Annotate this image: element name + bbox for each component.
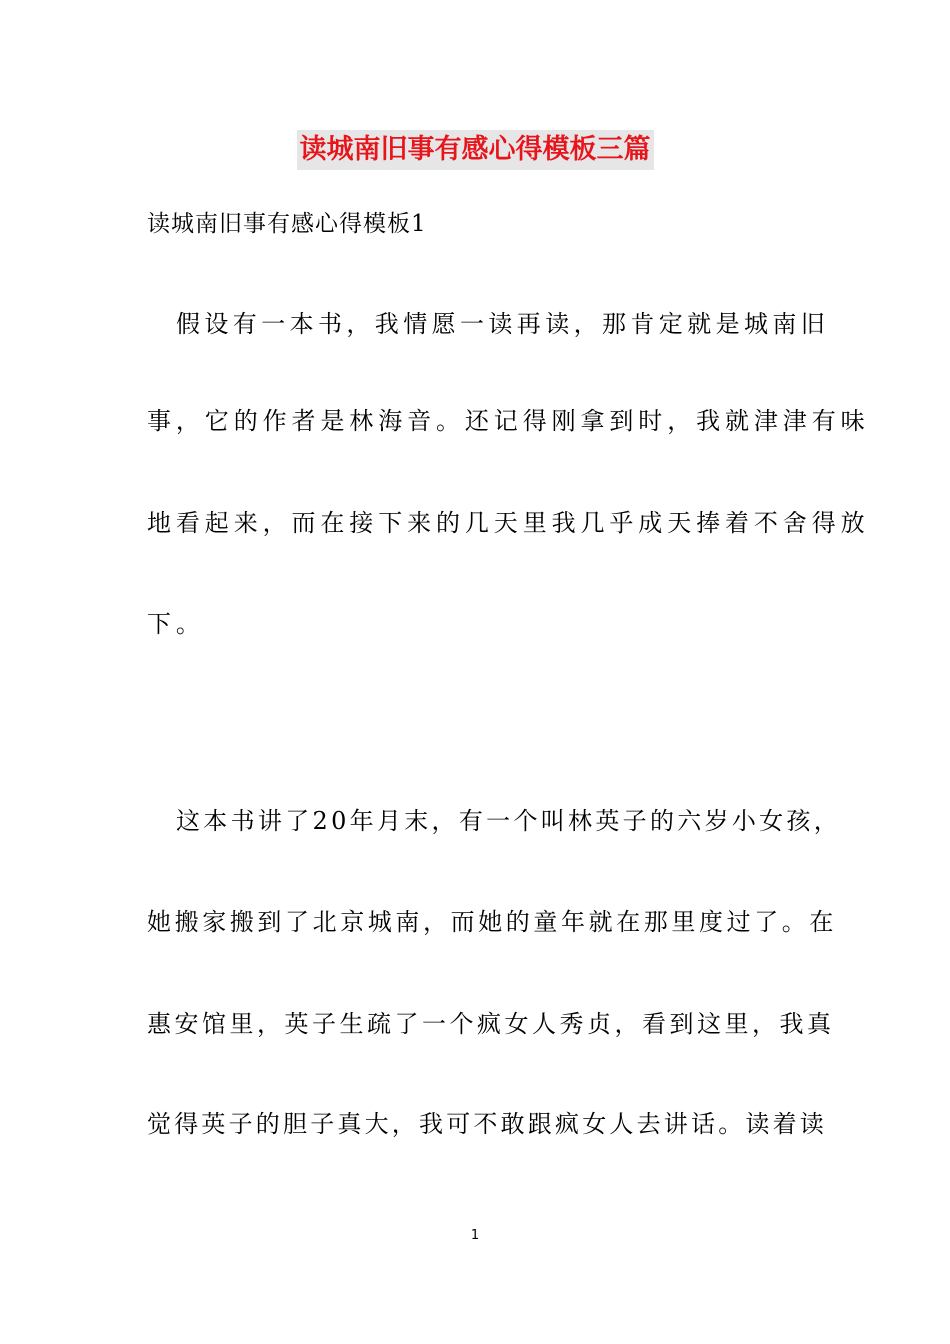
paragraph-line: 假设有一本书，我情愿一读再读，那肯定就是城南旧 (176, 310, 830, 338)
paragraph-line: 下。 (147, 610, 205, 638)
section-heading: 读城南旧事有感心得模板1 (147, 211, 427, 237)
paragraph-line: 她搬家搬到了北京城南，而她的童年就在那里度过了。在 (147, 908, 837, 936)
paragraph-line: 惠安馆里，英子生疏了一个疯女人秀贞，看到这里，我真 (147, 1010, 835, 1038)
page-number: 1 (470, 1228, 480, 1243)
paragraph-line: 地看起来，而在接下来的几天里我几乎成天捧着不舍得放 (147, 509, 870, 537)
document-title: 读城南旧事有感心得模板三篇 (297, 130, 654, 170)
paragraph-line: 觉得英子的胆子真大，我可不敢跟疯女人去讲话。读着读 (147, 1110, 827, 1138)
title-container (0, 130, 950, 170)
paragraph-line: 事，它的作者是林海音。还记得刚拿到时，我就津津有味 (147, 407, 870, 435)
paragraph-line: 这本书讲了20年月末，有一个叫林英子的六岁小女孩， (176, 807, 842, 835)
